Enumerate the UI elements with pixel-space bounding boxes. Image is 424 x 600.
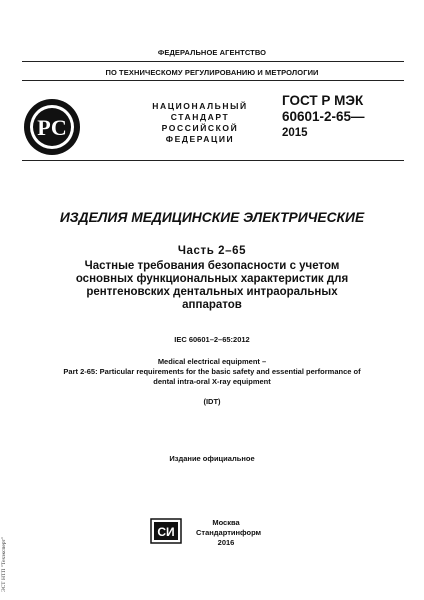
document-title: ИЗДЕЛИЯ МЕДИЦИНСКИЕ ЭЛЕКТРИЧЕСКИЕ [59,210,365,225]
english-line-2: Part 2-65: Particular requirements for the basic safety and essential performance of [63,367,361,376]
standard-line-2: СТАНДАРТ [170,112,230,122]
english-title [0,357,424,387]
standard-designation [282,94,365,139]
header-divider-mid [22,80,404,81]
header-divider-top [22,61,404,62]
english-line-3: dental intra-oral X-ray equipment [153,377,271,386]
national-standard-block [148,101,252,145]
standartinform-logo-icon [150,518,182,544]
designation-line-2: 60601-2-65— [282,109,365,124]
publisher-year: 2016 [217,538,235,547]
svg-text:СИ: СИ [157,525,175,539]
svg-text:РС: РС [37,115,67,140]
publisher-city: Москва [212,518,240,527]
header-divider-bottom [22,160,404,161]
english-line-1: Medical electrical equipment – [157,357,267,366]
subtitle-line-2: основных функциональных характеристик для [75,273,349,285]
subtitle-line-4: аппаратов [182,299,242,311]
agency-line-1: ФЕДЕРАЛЬНОЕ АГЕНТСТВО [157,48,267,57]
side-watermark-text: ЭСТ НТП "Техэксперт" [1,536,7,592]
iec-reference: IEC 60601–2–65:2012 [174,335,250,344]
standard-line-4: ФЕДЕРАЦИИ [165,134,235,144]
idt-label: (IDT) [203,397,221,406]
standard-line-3: РОССИЙСКОЙ [161,123,239,133]
part-number: Часть 2–65 [177,245,247,257]
gost-emblem-icon [22,97,82,157]
agency-line-2: ПО ТЕХНИЧЕСКОМУ РЕГУЛИРОВАНИЮ И МЕТРОЛОГИИ [105,68,319,77]
document-subtitle [0,260,424,312]
side-watermark [1,512,10,592]
publisher-block [196,518,262,548]
edition-label: Издание официальное [169,454,255,463]
designation-line-1: ГОСТ Р МЭК [282,93,364,108]
subtitle-line-3: рентгеновских дентальных интраоральных [86,286,338,298]
publisher-name: Стандартинформ [196,528,262,537]
standard-line-1: НАЦИОНАЛЬНЫЙ [152,101,248,111]
subtitle-line-1: Частные требования безопасности с учетом [84,260,340,272]
designation-year: 2015 [282,127,308,139]
